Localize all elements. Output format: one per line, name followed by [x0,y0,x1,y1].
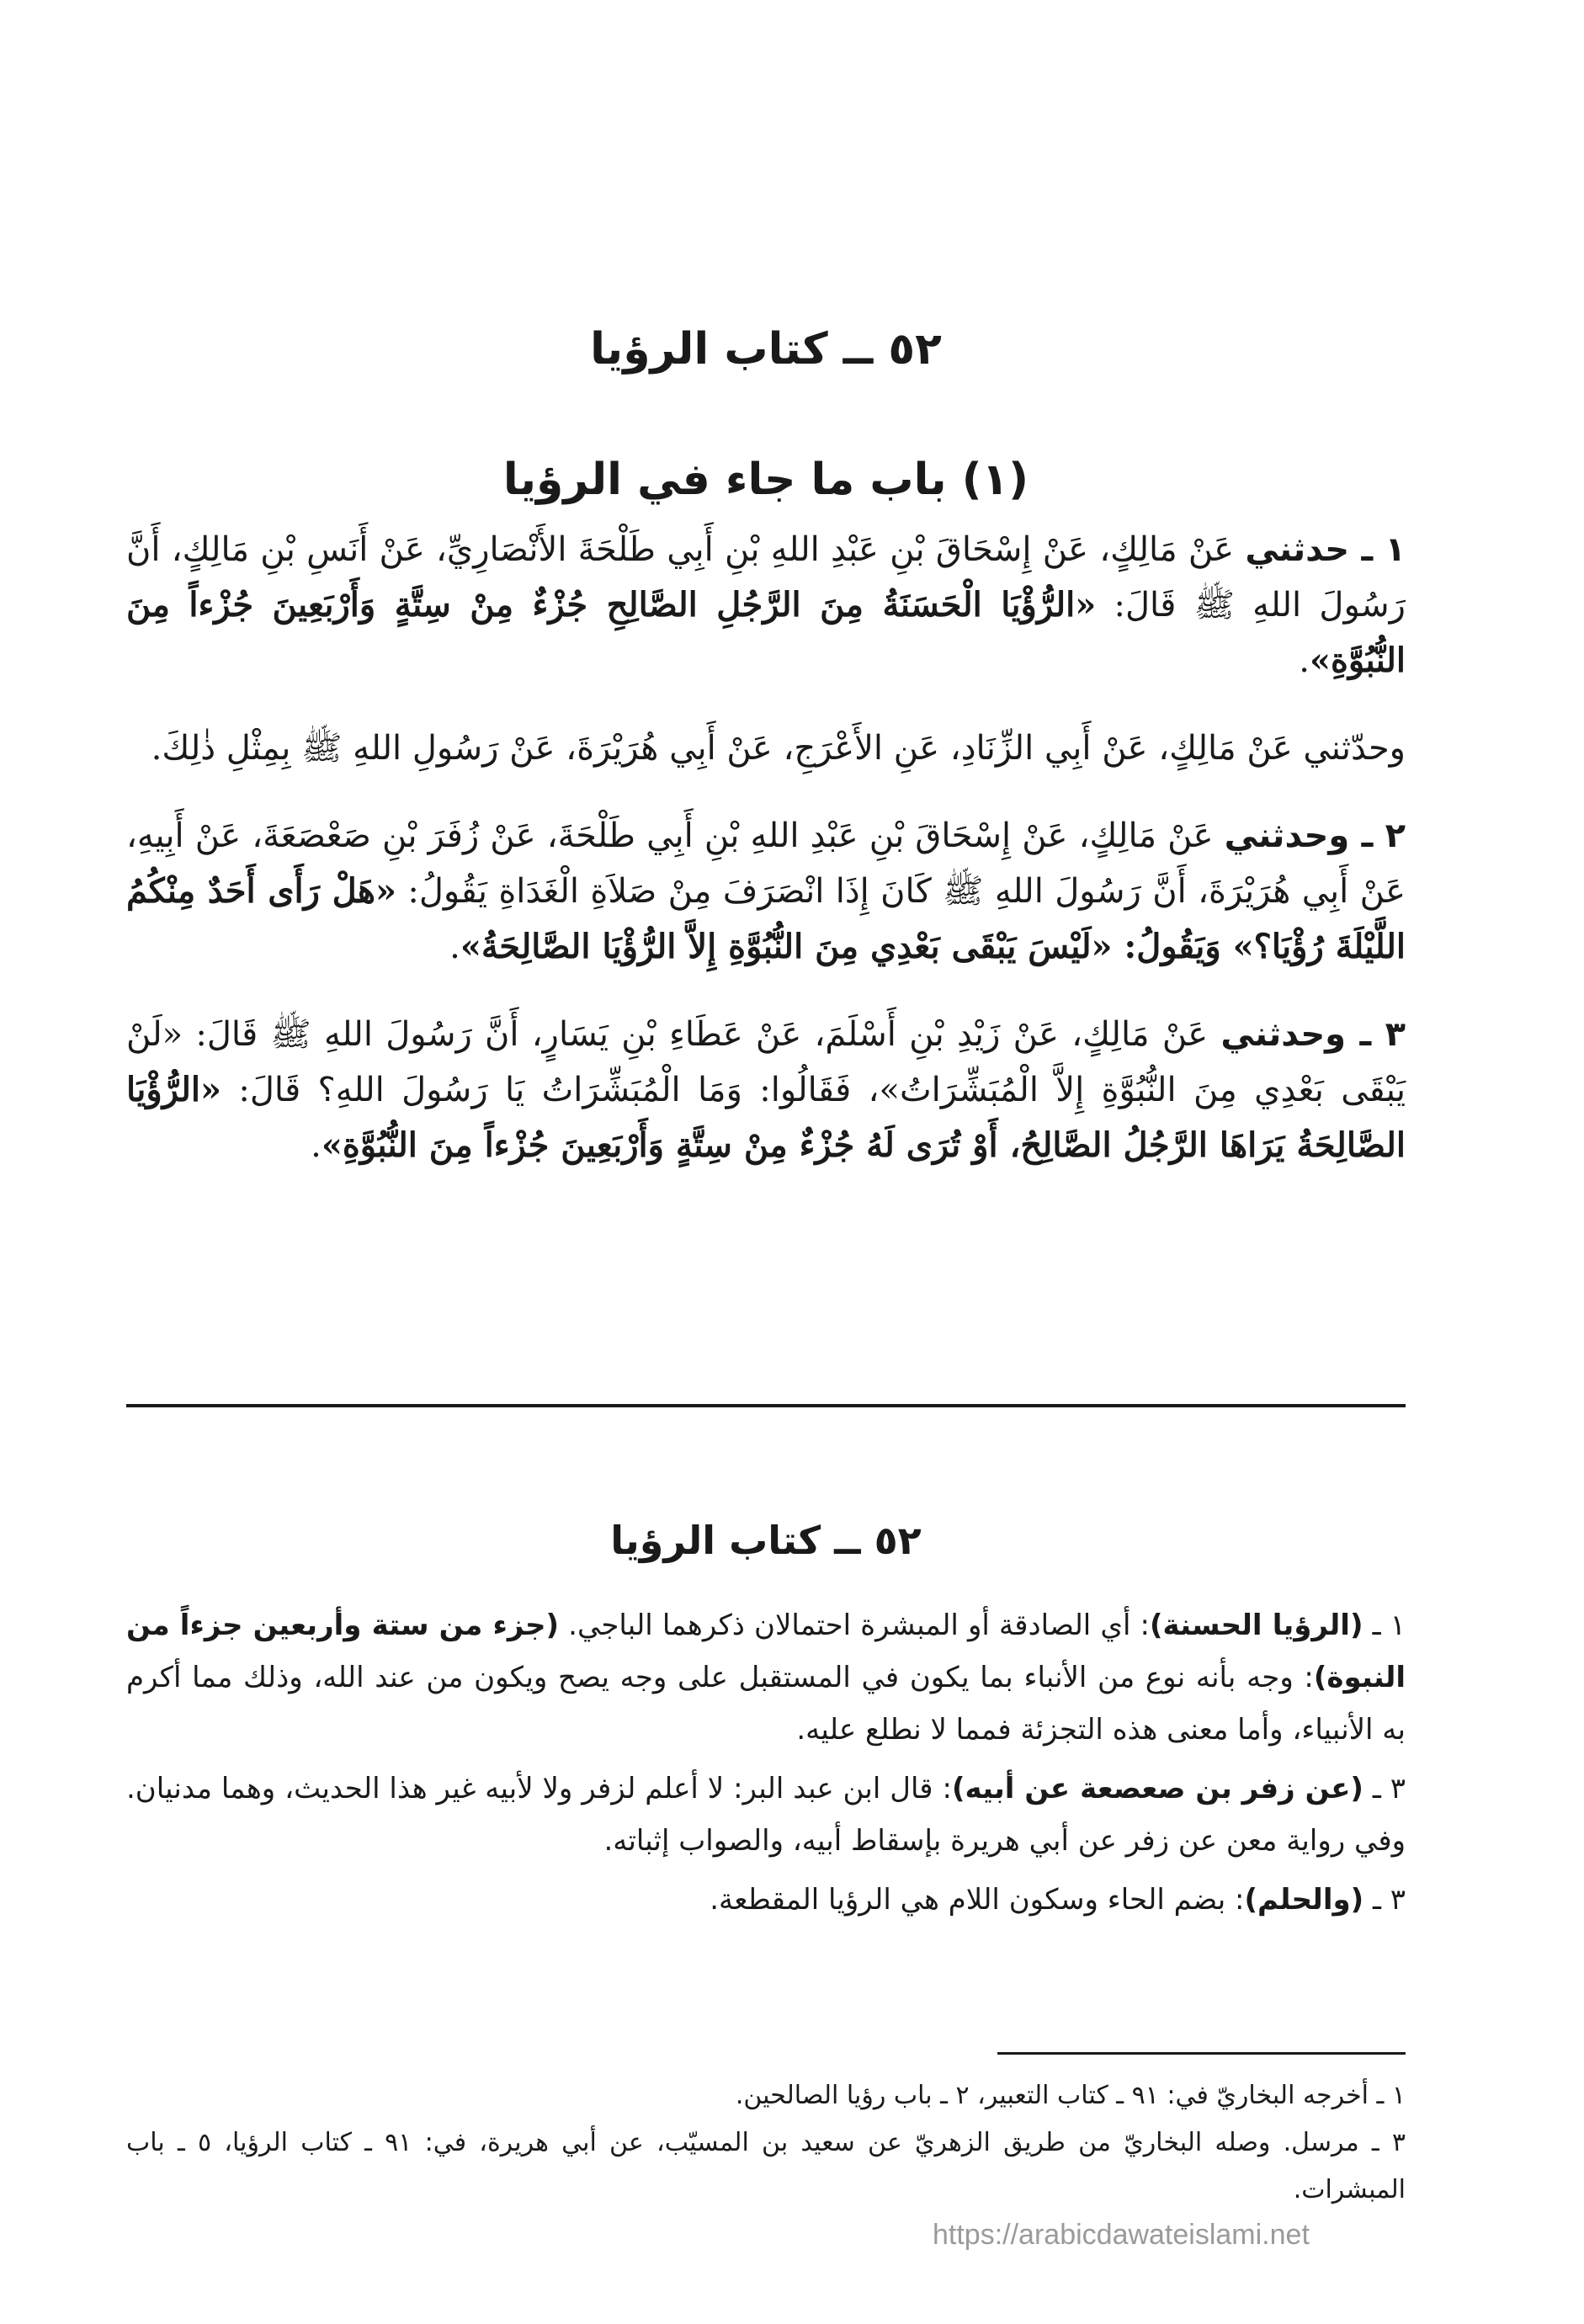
hadith-end: . [1299,641,1310,680]
watermark-url: https://arabicdawateislami.net [933,2219,1310,2251]
hadith-lead: ٣ ـ وحدثني [1220,1015,1406,1054]
hadith-lead: ٢ ـ وحدثني [1224,816,1406,855]
commentary-num: ٣ ـ [1363,1883,1406,1917]
hadith-lead: ١ ـ حدثني [1245,530,1406,569]
commentary-item [126,1763,1406,1867]
hadith-3 [126,1007,1406,1173]
commentary-text: : وجه بأنه نوع من الأنباء بما يكون في المستقبل على وجه يصح ويكون من عند الله، وذلك مما أكرم به الأنبياء، وأما معنى هذه التجزئة فمما لا نطلع عليه. [126,1661,1406,1747]
hadith-quote: «الرُّؤْيَا الْحَسَنَةُ مِنَ الرَّجُلِ الصَّالِحِ جُزْءٌ مِنْ سِتَّةٍ وَأَرْبَعِينَ جُزْءاً مِنَ النُّبُوَّةِ» [126,585,1406,680]
hadith-1 [126,522,1406,689]
hadith-end: . [311,1126,322,1165]
hadith-body: عَنْ مَالِكٍ، عَنْ إِسْحَاقَ بْنِ عَبْدِ اللهِ بْنِ أَبِي طَلْحَةَ الأَنْصَارِيِّ، عَنْ أَنَسِ بْنِ مَالِكٍ، أَنَّ رَسُولَ اللهِ ﷺ قَالَ: [126,530,1406,625]
hadith-2 [126,808,1406,975]
hadith-section [126,522,1406,1205]
chapter-title: ٥٢ ــ كتاب الرؤيا [590,324,942,375]
footnote: ٣ ـ مرسل. وصله البخاريّ من طريق الزهريّ عن سعيد بن المسيّب، عن أبي هريرة، في: ٩١ ـ كتاب الرؤيا، ٥ ـ باب المبشرات. [126,2128,1406,2204]
hadith-end: . [449,928,460,966]
footnote: ١ ـ أخرجه البخاريّ في: ٩١ ـ كتاب التعبير، ٢ ـ باب رؤيا الصالحين. [735,2081,1406,2110]
commentary-lemma: (عن زفر بن صعصعة عن أبيه) [951,1772,1363,1805]
hadith-body: عَنْ مَالِكٍ، عَنْ زَيْدِ بْنِ أَسْلَمَ، عَنْ عَطَاءِ بْنِ يَسَارٍ، أَنَّ رَسُولَ اللهِ ﷺ قَالَ: «لَنْ يَبْقَى بَعْدِي مِنَ النُّبُوَّةِ إِلاَّ الْمُبَشِّرَاتُ»، فَقَالُوا: وَمَا الْمُبَشِّرَاتُ يَا رَسُولَ اللهِ؟ قَالَ: [126,1015,1406,1109]
hadith-1b [126,721,1406,776]
footnote-divider [997,2052,1406,2055]
hadith-quote: «هَلْ رَأَى أَحَدٌ مِنْكُمُ اللَّيْلَةَ رُؤْيَا؟» وَيَقُولُ: «لَيْسَ يَبْقَى بَعْدِي مِنَ النُّبُوَّةِ إِلاَّ الرُّؤْيَا الصَّالِحَةُ» [126,871,1406,966]
book-page [126,0,1406,2324]
commentary-text: : قال ابن عبد البر: لا أعلم لزفر ولا لأبيه غير هذا الحديث، وهما مدنيان. وفي رواية معن عن زفر عن أبي هريرة بإسقاط أبيه، والصواب إثباته. [126,1772,1406,1858]
section-divider [126,1404,1406,1407]
hadith-quote: «الرُّؤْيَا الصَّالِحَةُ يَرَاهَا الرَّجُلُ الصَّالِحُ، أَوْ تُرَى لَهُ جُزْءٌ مِنْ سِتَّةٍ وَأَرْبَعِينَ جُزْءاً مِنَ النُّبُوَّةِ» [126,1070,1406,1165]
commentary-text: : بضم الحاء وسكون اللام هي الرؤيا المقطعة. [710,1883,1245,1917]
footnotes [126,2072,1406,2214]
commentary-title: ٥٢ ــ كتاب الرؤيا [610,1518,922,1563]
commentary-num: ١ ـ [1363,1609,1406,1642]
commentary-text: : أي الصادقة أو المبشرة احتمالان ذكرهما الباجي. [559,1609,1151,1642]
hadith-body: وحدّثني عَنْ مَالِكٍ، عَنْ أَبِي الزِّنَادِ، عَنِ الأَعْرَجِ، عَنْ أَبِي هُرَيْرَةَ، عَنْ رَسُولِ اللهِ ﷺ بِمِثْلِ ذٰلِكَ. [151,729,1406,768]
bab-title: (١) باب ما جاء في الرؤيا [502,455,1029,505]
commentary-lemma: (والحلم) [1244,1883,1364,1917]
commentary-item [126,1874,1406,1926]
commentary-section [126,1599,1406,1933]
commentary-item [126,1599,1406,1756]
commentary-lemma: (جزء من ستة وأربعين جزءاً من النبوة) [126,1609,1406,1694]
hadith-body: عَنْ مَالِكٍ، عَنْ إِسْحَاقَ بْنِ عَبْدِ اللهِ بْنِ أَبِي طَلْحَةَ، عَنْ زُفَرَ بْنِ صَعْصَعَةَ، عَنْ أَبِيهِ، عَنْ أَبِي هُرَيْرَةَ، أَنَّ رَسُولَ اللهِ ﷺ كَانَ إِذَا انْصَرَفَ مِنْ صَلاَةِ الْغَدَاةِ يَقُولُ: [126,816,1406,911]
commentary-num: ٣ ـ [1363,1772,1406,1805]
commentary-lemma: (الرؤيا الحسنة) [1150,1609,1363,1642]
